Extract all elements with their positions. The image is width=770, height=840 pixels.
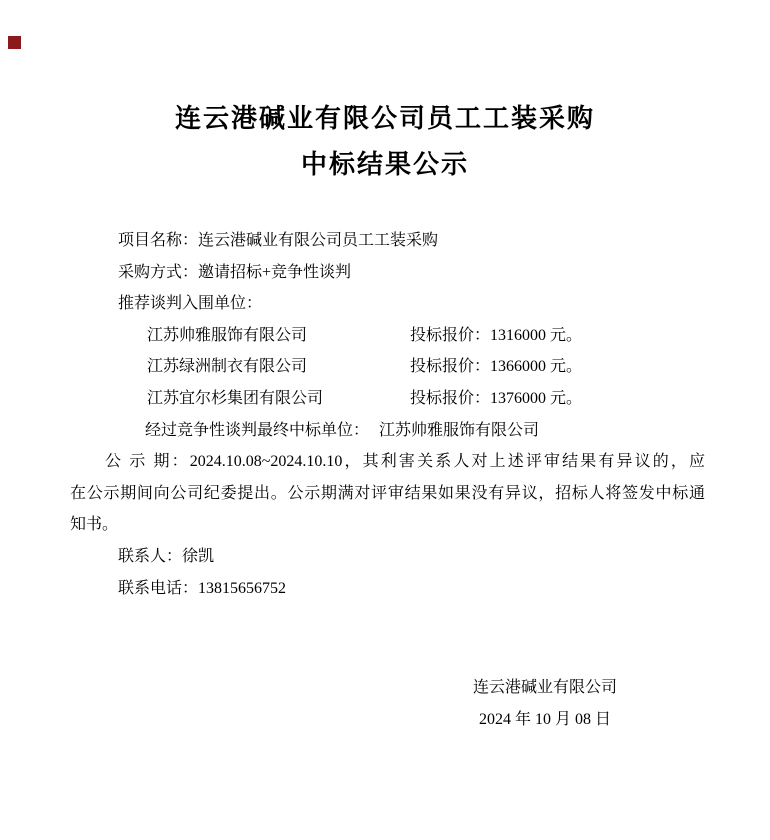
contact-phone-label: 联系电话： (118, 579, 199, 597)
notice-paragraph-line-2: 在公示期间向公司纪委提出。公示期满对评审结果如果没有异议，招标人将签发中标通 (70, 484, 705, 502)
award-result-label: 经过竞争性谈判最终中标单位： (145, 421, 370, 439)
bid-price-value: 1316000 元。 (490, 326, 583, 344)
project-name-value: 连云港碱业有限公司员工工装采购 (198, 232, 439, 249)
bid-price-value: 1376000 元。 (490, 389, 583, 407)
procurement-method-value: 邀请招标+竞争性谈判 (198, 263, 352, 281)
contact-phone-value: 13815656752 (198, 579, 287, 597)
contact-phone-line (70, 573, 705, 605)
signature-company: 连云港碱业有限公司 (472, 679, 617, 696)
bid-price-label: 投标报价： (410, 326, 491, 344)
procurement-method-label: 采购方式： (118, 263, 199, 281)
red-mark-artifact (8, 36, 21, 49)
notice-paragraph-line-1: 公 示 期：2024.10.08~2024.10.10，其利害关系人对上述评审结果有异议的，应 (105, 453, 705, 471)
signature-date: 2024 年 10 月 08 日 (478, 711, 611, 728)
bidder-name: 江苏绿洲制衣有限公司 (147, 358, 308, 376)
shortlist-heading: 推荐谈判入围单位： (118, 295, 263, 313)
award-result-line (70, 415, 705, 447)
bidder-name: 江苏宜尔杉集团有限公司 (147, 389, 324, 407)
notice-paragraph-line-3: 知书。 (70, 516, 119, 534)
title-line-1: 连云港碱业有限公司员工工装采购 (174, 104, 595, 133)
contact-person-label: 联系人： (118, 547, 183, 565)
shortlist-heading-line (70, 288, 705, 320)
contact-person-line (70, 541, 705, 573)
project-name-label: 项目名称： (118, 232, 199, 249)
title-line-2: 中标结果公示 (300, 150, 469, 179)
bidder-row (70, 320, 705, 352)
bidder-name: 江苏帅雅服饰有限公司 (147, 326, 308, 344)
bid-price-value: 1366000 元。 (490, 358, 583, 376)
bidder-row (70, 383, 705, 415)
bidder-row (70, 351, 705, 383)
procurement-method-line (70, 257, 705, 289)
document-title (0, 96, 770, 188)
bid-price-label: 投标报价： (410, 389, 491, 407)
document-body (70, 225, 705, 604)
contact-person-value: 徐凯 (182, 547, 215, 565)
bid-price-label: 投标报价： (410, 358, 491, 376)
signature-block (390, 672, 700, 736)
award-winner-name: 江苏帅雅服饰有限公司 (379, 421, 540, 439)
project-name-line (70, 225, 705, 257)
